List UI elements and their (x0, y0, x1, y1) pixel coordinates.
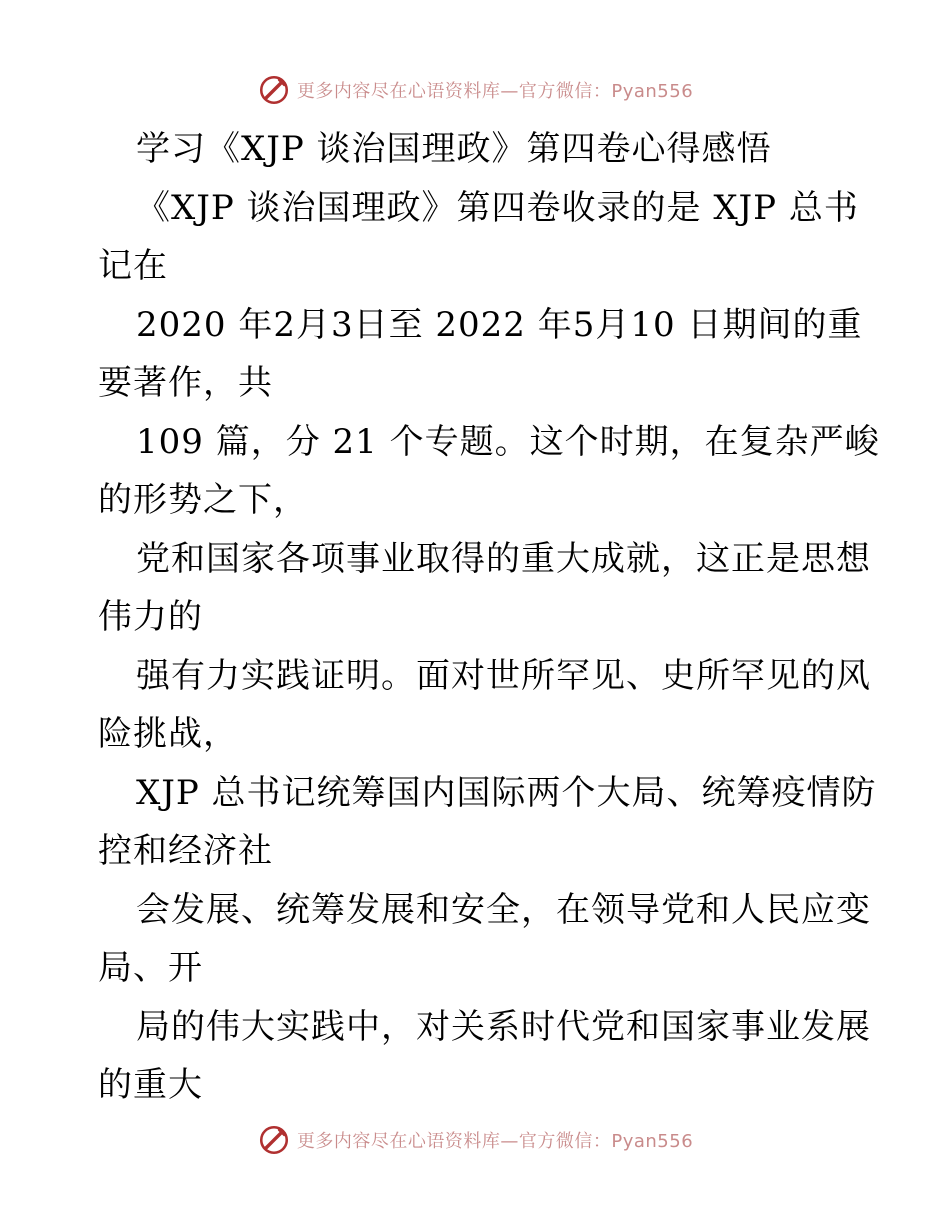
text-line: 要著作，共 (98, 363, 273, 403)
text-line: 学习《XJP 谈治国理政》第四卷心得感悟 (136, 129, 772, 169)
watermark-text: 更多内容尽在心语资料库—官方微信：Pyan556 (296, 81, 694, 102)
text-line: 局的伟大实践中，对关系时代党和国家事业发展 (136, 1006, 871, 1047)
text-line: 记在 (98, 246, 168, 286)
text-line: 党和国家各项事业取得的重大成就，这正是思想 (136, 538, 871, 579)
document-body (98, 120, 880, 1115)
watermark-text: 更多内容尽在心语资料库—官方微信：Pyan556 (296, 1131, 694, 1152)
header-watermark-banner (0, 70, 950, 110)
text-line: 会发展、统筹发展和安全，在领导党和人民应变 (136, 889, 871, 930)
text-line: XJP 总书记统筹国内国际两个大局、统筹疫情防 (136, 772, 877, 813)
text-line: 109 篇，分 21 个专题。这个时期，在复杂严峻 (136, 421, 880, 462)
text-line: 控和经济社 (98, 831, 273, 871)
text-line: 《XJP 谈治国理政》第四卷收录的是 XJP 总书 (136, 187, 859, 228)
text-line: 的重大 (98, 1065, 203, 1105)
text-line: 强有力实践证明。面对世所罕见、史所罕见的风 (136, 655, 871, 696)
text-line: 伟力的 (98, 597, 203, 637)
pen-seal-logo-icon (257, 73, 291, 107)
text-line: 2020 年2月3日至 2022 年5月10 日期间的重 (136, 304, 863, 345)
text-line: 的形势之下， (98, 480, 308, 520)
footer-watermark-banner (0, 1120, 950, 1160)
pen-seal-logo-icon (257, 1123, 291, 1157)
text-line: 险挑战， (98, 714, 238, 754)
text-line: 局、开 (98, 948, 203, 988)
